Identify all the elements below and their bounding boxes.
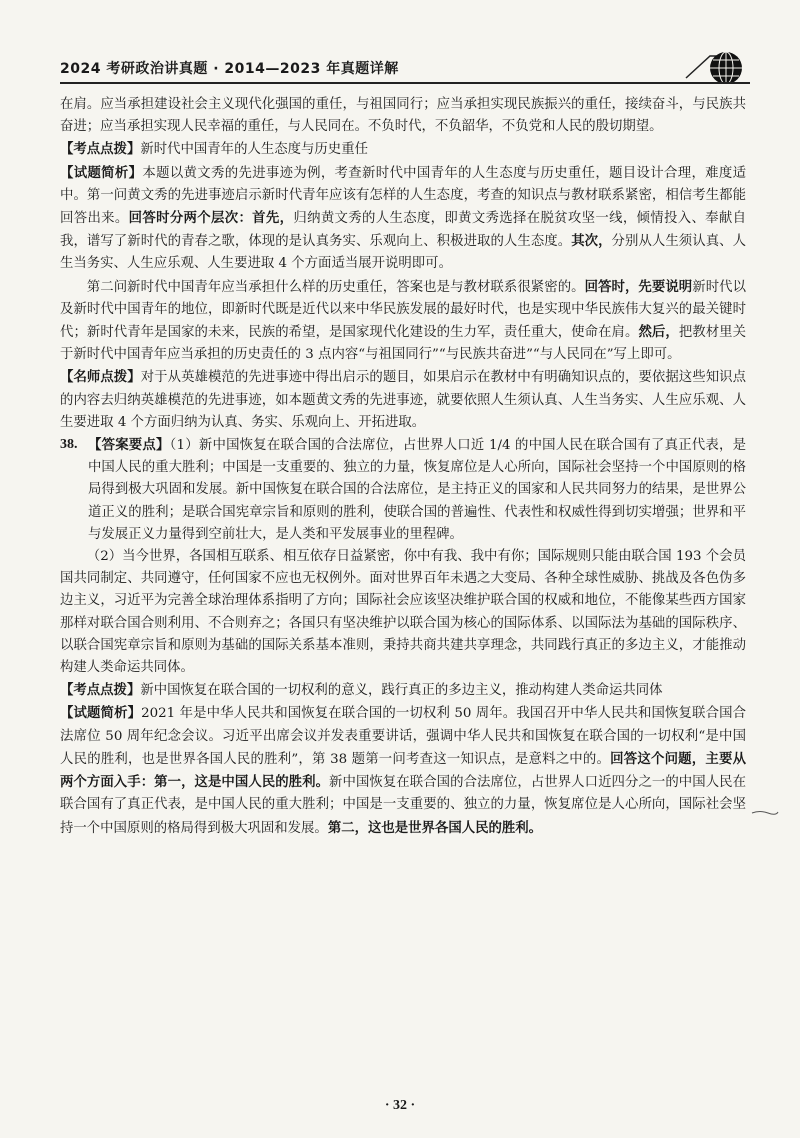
continued-paragraph: 在肩。应当承担建设社会主义现代化强国的重任，与祖国同行；应当承担实现民族振兴的重任，接续奋斗，与民族共奋进；应当承担实现人民幸福的重任，与人民同在。不负时代，不负韶华，不负党和人民的殷切期望。 — [60, 97, 746, 135]
header-rule — [60, 82, 750, 84]
section-label: 【答案要点】 — [88, 437, 170, 454]
book-title: 2024 考研政治讲真题 · 2014—2023 年真题详解 — [60, 61, 399, 77]
section-label: 【考点点拨】 — [60, 141, 141, 158]
key-points-section — [60, 138, 746, 161]
key-points-section-38 — [60, 679, 746, 702]
section-label: 【考点点拨】 — [60, 682, 141, 699]
section-label: 【名师点拨】 — [60, 369, 141, 386]
question-analysis-section: 【试题简析】本题以黄文秀的先进事迹为例，考查新时代中国青年的人生态度与历史重任，题目设计合理，难度适中。第一问黄文秀的先进事迹启示新时代青年应该有怎样的人生态度，考查的知识点与教材联系紧密，相信考生都能回答出来。回答时分两个层次：首先，归纳黄文秀的人生态度，即黄文秀选择在脱贫攻坚一线，倾情投入、奉献自我，谱写了新时代的青春之歌，体现的是认真务实、乐观向上、积极进取的人生态度。其次，分别从人生须认真、人生当务实、人生应乐观、人生要进取 4 个方面适当展开说明即可。 — [60, 164, 747, 272]
analysis-paragraph-2: 第二问新时代中国青年应当承担什么样的历史重任，答案也是与教材联系很紧密的。回答时，先要说明新时代以及新时代中国青年的地位，即新时代既是近代以来中华民族发展的最好时代，也是实现中华民族伟大复兴的最关键时代；新时代青年是国家的未来，民族的希望，是国家现代化建设的生力军，责任重大，使命在肩。然后，把教材里关于新时代中国青年应当承担的历史责任的 3 点内容“与祖国同行”“与民族共奋进”“与人民同在”写上即可。 — [60, 278, 747, 363]
section-text: 对于从英雄模范的先进事迹中得出启示的题目，如果启示在教材中有明确知识点的，要依据这些知识点的内容去归纳英雄模范的先进事迹，如本题黄文秀的先进事迹，就要依照人生须认真、人生当务实、人生应乐观、人生要进取 4 个方面归纳为认真、务实、乐观向上、开拓进取。 — [60, 370, 747, 430]
section-text: （1）新中国恢复在联合国的合法席位，占世界人口近 1/4 的中国人民在联合国有了真正代表，是中国人民的重大胜利；中国是一支重要的、独立的力量，恢复席位是人心所向，国际社会坚持一个中国原则的格局得到极大巩固和发展。新中国恢复在联合国的合法席位，是主持正义的国家和人民共同努力的结果，是世界公道正义的胜利；是联合国宪章宗旨和原则的胜利，使联合国的普遍性、代表性和权威性得到切实增强；世界和平与发展正义力量得到空前壮大，是人类和平发展事业的里程碑。 — [88, 438, 747, 542]
page-number: · 32 · — [384, 1098, 416, 1113]
teacher-tips-section — [60, 366, 746, 434]
question-analysis-section-38: 【试题简析】2021 年是中华人民共和国恢复在联合国的一切权利 50 周年。我国召开中华人民共和国恢复联合国合法席位 50 周年纪念会议。习近平出席会议并发表重要讲话，强调中华人民共和国恢复在联合国的一切权利“是中国人民的胜利，也是世界各国人民的胜利”，第 38 题第一问考查这一知识点，是意料之中的。回答这个问题，主要从两个方面入手：第一，这是中国人民的胜利。新中国恢复在联合国的合法席位，占世界人口近四分之一的中国人民在联合国有了真正代表，是中国人民的重大胜利；中国是一支重要的、独立的力量，恢复席位是人心所向，国际社会坚持一个中国原则的格局得到极大巩固和发展。第二，这也是世界各国人民的胜利。 — [60, 705, 747, 836]
running-header — [60, 48, 750, 88]
section-text: 新时代中国青年的人生态度与历史重任 — [140, 142, 368, 158]
margin-pen-mark — [750, 808, 780, 818]
answer-point-2: （2）当今世界，各国相互联系、相互依存日益紧密，你中有我、我中有你；国际规则只能由联合国 193 个会员国共同制定、共同遵守，任何国家不应也无权例外。面对世界百年未遇之大变局、各种全球性威胁、挑战及各色伪多边主义，习近平为完善全球治理体系指明了方向；国际社会应该坚决维护联合国的权威和地位，不能像某些西方国家那样对联合国合则利用、不合则弃之；各国只有坚决维护以联合国为核心的国际体系、以国际法为基础的国际秩序、以联合国宪章宗旨和原则为基础的国际关系基本准则，秉持共商共建共享理念，共同践行真正的多边主义，才能推动构建人类命运共同体。 — [60, 549, 746, 676]
section-text: 新中国恢复在联合国的一切权利的意义，践行真正的多边主义，推动构建人类命运共同体 — [140, 683, 663, 699]
page-body — [60, 94, 746, 840]
section-label: 【试题简析】 — [60, 705, 142, 722]
question-number: 38. — [60, 437, 78, 453]
question-38-answer — [60, 434, 746, 546]
section-label: 【试题简析】 — [60, 164, 143, 181]
